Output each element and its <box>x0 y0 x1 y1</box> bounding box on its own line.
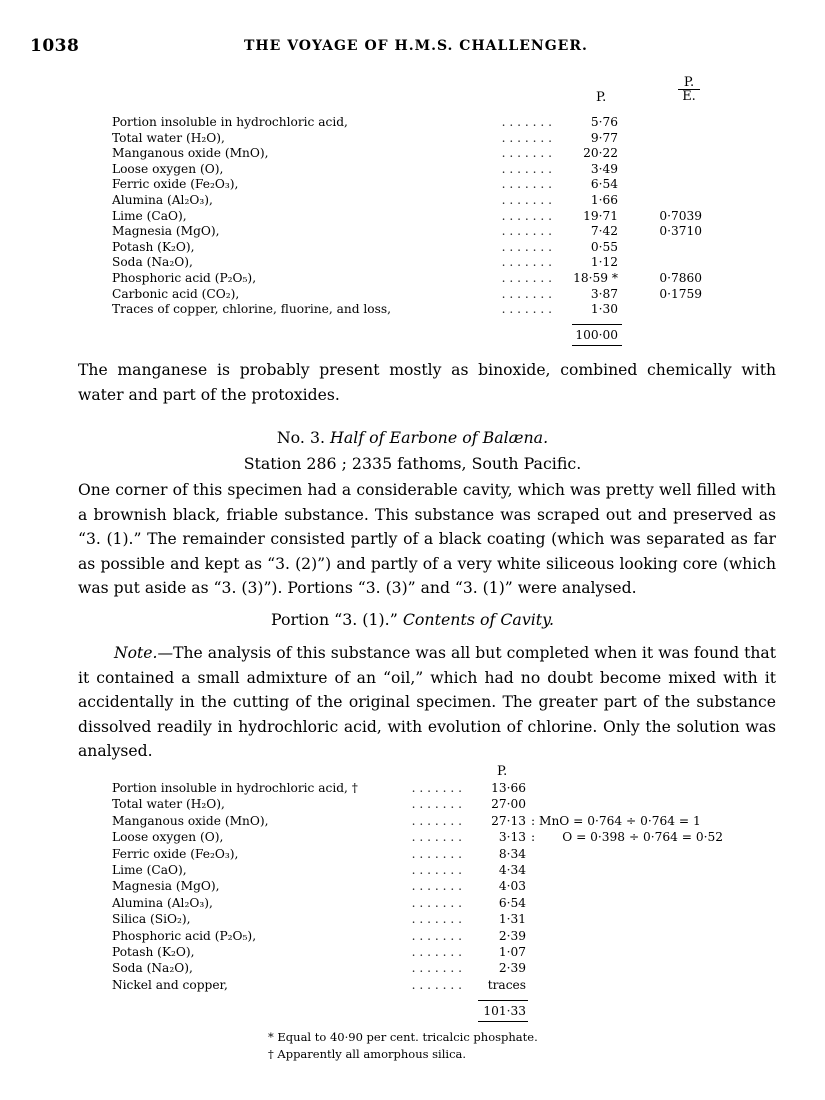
total-rule <box>478 1000 528 1001</box>
leader-dots: . . . . . . . <box>501 224 552 239</box>
leader-dots: . . . . . . . <box>411 945 462 959</box>
table2-col-p-heading: P. <box>497 764 508 779</box>
row-value-p: 6·54 <box>590 177 618 192</box>
row-value-pe: 0·1759 <box>659 286 702 301</box>
table1-col-pe-heading <box>678 76 700 103</box>
leader-dots: . . . . . . . <box>501 161 552 176</box>
row-value-p: 19·71 <box>583 208 618 223</box>
row-value-p: 1·31 <box>498 912 526 927</box>
row-label: Lime (CaO), <box>112 863 187 877</box>
paragraph-manganese: The manganese is probably present mostly as binoxide, combined chemically with water and part of the protoxides. <box>78 361 776 404</box>
section-title: Half of Earbone of Balæna. <box>330 428 549 447</box>
row-value-p: 4·03 <box>498 879 526 894</box>
total-value: 100·00 <box>575 327 618 342</box>
row-value-pe: 0·3710 <box>659 224 702 239</box>
leader-dots: . . . . . . . <box>501 193 552 207</box>
row-label: Portion insoluble in hydrochloric acid, † <box>112 781 358 795</box>
row-value-p: 3·13 <box>498 830 526 845</box>
leader-dots: . . . . . . . <box>501 208 552 223</box>
footnote-2: † Apparently all amorphous silica. <box>268 1047 467 1061</box>
row-value-p: 1·07 <box>498 945 526 959</box>
row-label: Phosphoric acid (P₂O₅), <box>112 271 257 285</box>
leader-dots: . . . . . . . <box>501 115 552 129</box>
row-label: Alumina (Al₂O₃), <box>112 193 213 207</box>
running-title: THE VOYAGE OF H.M.S. CHALLENGER. <box>244 38 588 54</box>
row-label: Carbonic acid (CO₂), <box>112 286 240 301</box>
row-value-p: 9·77 <box>590 130 618 145</box>
row-value-p: 4·34 <box>498 863 526 877</box>
row-label: Magnesia (MgO), <box>112 224 220 239</box>
row-label: Manganous oxide (MnO), <box>112 146 269 161</box>
note-text: —The analysis of this substance was all but completed when it was found that it contained a small admixture of an “oil,” which had no doubt become mixed with it accidentally in the cutting of the original specimen. The greater part of the substance dissolved readily in hydrochloric acid, with evolution of chlorine. Only the solution was analysed. <box>78 644 776 760</box>
leader-dots: . . . . . . . <box>411 928 462 943</box>
total-rule <box>572 324 622 325</box>
row-label: Phosphoric acid (P₂O₅), <box>112 928 257 943</box>
row-label: Loose oxygen (O), <box>112 830 224 845</box>
section-heading <box>0 428 825 447</box>
row-value-p: 18·59 * <box>573 271 618 285</box>
row-label: Soda (Na₂O), <box>112 961 193 976</box>
row-value-p: 3·87 <box>590 286 618 301</box>
row-label: Total water (H₂O), <box>112 130 225 145</box>
row-label: Ferric oxide (Fe₂O₃), <box>112 177 239 192</box>
footnote-1: * Equal to 40·90 per cent. tricalcic phosphate. <box>268 1030 538 1044</box>
leader-dots: . . . . . . . <box>501 255 552 270</box>
row-value-p: 3·49 <box>590 161 618 176</box>
leader-dots: . . . . . . . <box>501 271 552 285</box>
leader-dots: . . . . . . . <box>501 130 552 145</box>
leader-dots: . . . . . . . <box>501 146 552 161</box>
leader-dots: . . . . . . . <box>411 961 462 976</box>
row-ratio-note: : MnO = 0·764 ÷ 0·764 = 1 <box>531 813 701 828</box>
leader-dots: . . . . . . . <box>411 781 462 795</box>
row-value-p: 0·55 <box>590 239 618 254</box>
note-label: Note. <box>114 644 158 662</box>
portion-heading-italic: Contents of Cavity. <box>402 610 555 629</box>
row-label: Potash (K₂O), <box>112 945 195 959</box>
row-value-pe: 0·7860 <box>659 271 702 285</box>
row-label: Potash (K₂O), <box>112 239 195 254</box>
analysis-table-1 <box>112 115 712 345</box>
row-label: Soda (Na₂O), <box>112 255 193 270</box>
leader-dots: . . . . . . . <box>411 813 462 828</box>
row-value-p: 27·00 <box>491 797 526 812</box>
analysis-table-2 <box>112 781 752 1031</box>
portion-heading <box>0 610 825 629</box>
leader-dots: . . . . . . . <box>411 879 462 894</box>
table1-col-pe-numerator: P. <box>683 75 695 90</box>
row-value-p: 20·22 <box>583 146 618 161</box>
row-value-p: 7·42 <box>590 224 618 239</box>
section-number: No. 3. <box>276 428 326 447</box>
leader-dots: . . . . . . . <box>411 846 462 861</box>
note-paragraph <box>78 641 776 764</box>
leader-dots: . . . . . . . <box>411 912 462 927</box>
row-label: Nickel and copper, <box>112 977 228 992</box>
row-value-p: 13·66 <box>491 781 526 795</box>
leader-dots: . . . . . . . <box>411 797 462 812</box>
row-value-p: traces <box>487 977 526 992</box>
row-value-p: 27·13 <box>491 813 526 828</box>
row-value-p: 2·39 <box>498 961 526 976</box>
total-value: 101·33 <box>483 1004 526 1019</box>
row-value-pe: 0·7039 <box>659 208 702 223</box>
station-line: Station 286 ; 2335 fathoms, South Pacific. <box>243 454 582 473</box>
row-ratio-note: : O = 0·398 ÷ 0·764 = 0·52 <box>531 830 724 845</box>
row-label: Magnesia (MgO), <box>112 879 220 894</box>
leader-dots: . . . . . . . <box>501 286 552 301</box>
leader-dots: . . . . . . . <box>411 863 462 877</box>
leader-dots: . . . . . . . <box>501 239 552 254</box>
leader-dots: . . . . . . . <box>501 302 552 317</box>
total-underline <box>572 345 622 346</box>
row-label: Portion insoluble in hydrochloric acid, <box>112 115 348 129</box>
row-value-p: 5·76 <box>590 115 618 129</box>
leader-dots: . . . . . . . <box>501 177 552 192</box>
row-value-p: 8·34 <box>498 846 526 861</box>
row-label: Traces of copper, chlorine, fluorine, and loss, <box>112 302 392 317</box>
table1-col-p-heading: P. <box>596 90 607 105</box>
row-value-p: 1·66 <box>590 193 618 207</box>
leader-dots: . . . . . . . <box>411 830 462 845</box>
paragraph-specimen: One corner of this specimen had a considerable cavity, which was pretty well filled with a brownish black, friable substance. This substance was scraped out and preserved as “3. (1).” The remainder consisted partly of a black coating (which was separated as far as possible and kept as “3. (2)”) and partly of a very white siliceous looking core (which was put aside as “3. (3)”). Portions “3. (3)” and “3. (1)” were analysed. <box>78 481 776 597</box>
row-label: Total water (H₂O), <box>112 797 225 812</box>
row-label: Lime (CaO), <box>112 208 187 223</box>
row-value-p: 1·12 <box>590 255 618 270</box>
table1-col-pe-denominator: E. <box>678 89 700 103</box>
row-label: Loose oxygen (O), <box>112 161 224 176</box>
row-value-p: 6·54 <box>498 895 526 910</box>
row-label: Manganous oxide (MnO), <box>112 813 269 828</box>
row-value-p: 2·39 <box>498 928 526 943</box>
row-label: Ferric oxide (Fe₂O₃), <box>112 846 239 861</box>
total-underline <box>478 1021 528 1022</box>
portion-heading-prefix: Portion “3. (1).” <box>270 610 398 629</box>
row-label: Alumina (Al₂O₃), <box>112 895 213 910</box>
leader-dots: . . . . . . . <box>411 895 462 910</box>
page-number: 1038 <box>30 36 80 56</box>
leader-dots: . . . . . . . <box>411 977 462 992</box>
row-value-p: 1·30 <box>590 302 618 317</box>
row-label: Silica (SiO₂), <box>112 912 191 927</box>
